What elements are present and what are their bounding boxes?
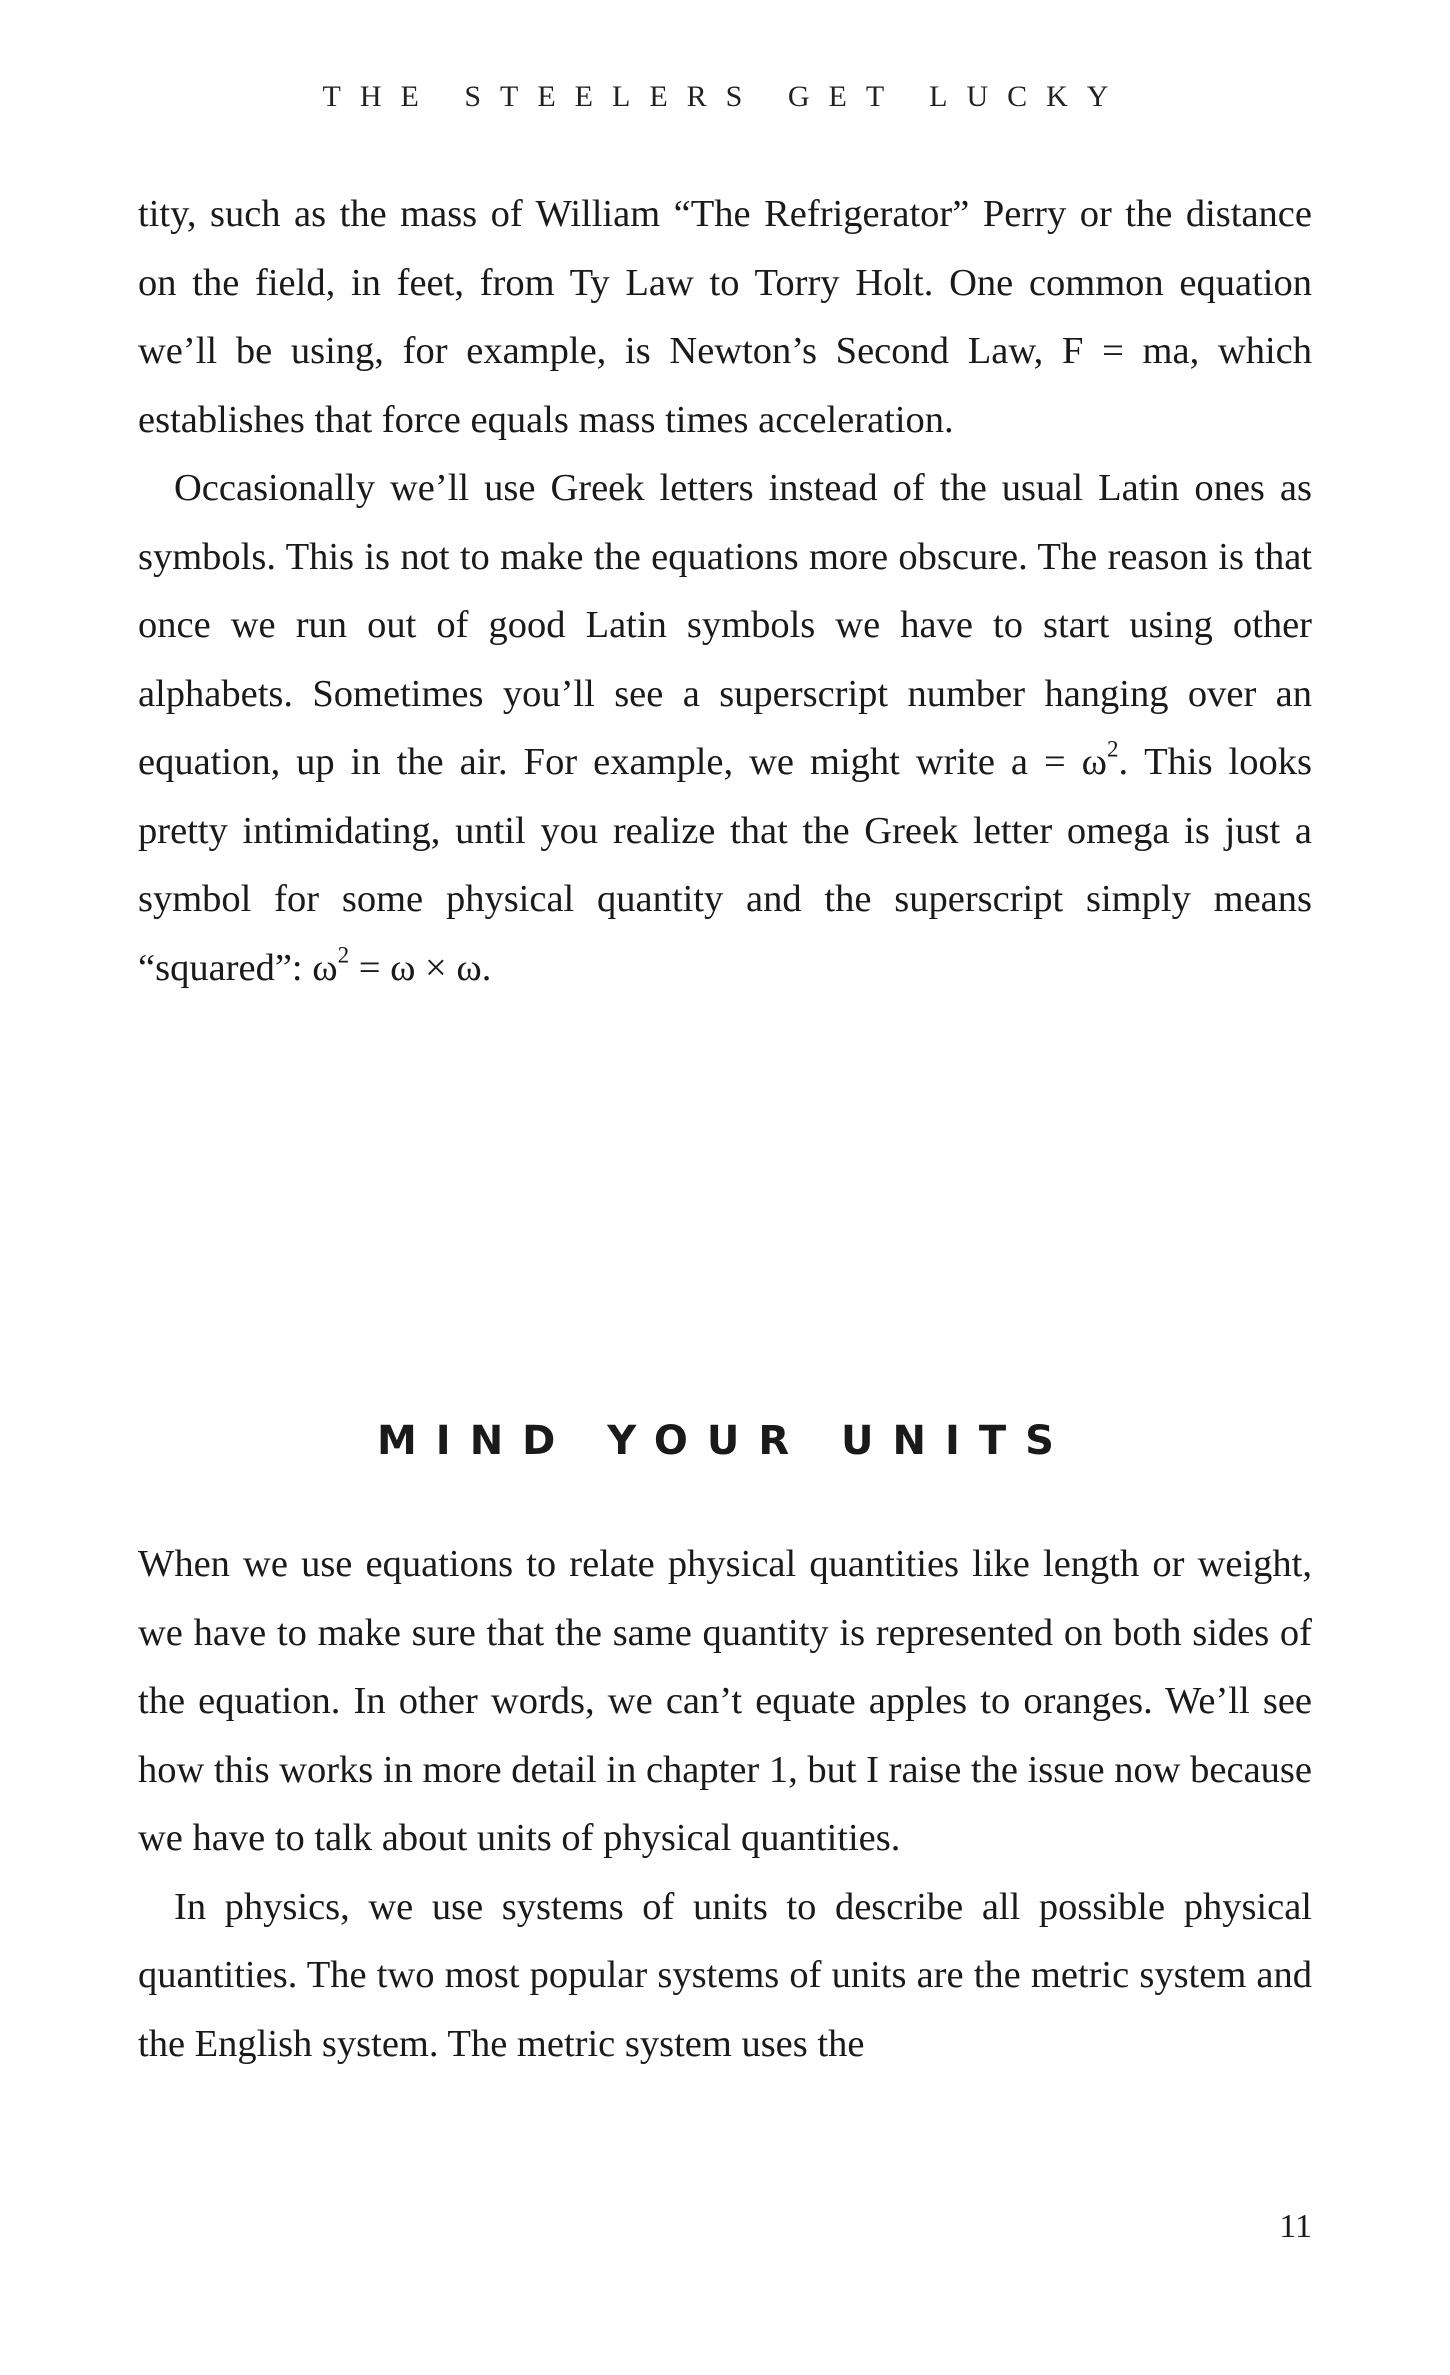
text-block-bottom [138, 1530, 1312, 2078]
paragraph-units: When we use equations to relate physical quantities like length or weight, we have to make sure that the same quantity is represented on both sides of the equation. In other words, we can’t equate apples to oranges. We’ll see how this works in more detail in chapter 1, but I raise the issue now because we have to talk about units of physical quantities. [138, 1543, 1312, 1859]
text-block-top [138, 180, 1312, 1002]
superscript: 2 [1106, 735, 1119, 762]
paragraph-greek-letters [138, 454, 1312, 1002]
superscript: 2 [337, 941, 350, 968]
paragraph-text: . This looks pretty intimidating, until you realize that the Greek letter omega is just a symbol for some physical quantity and the superscript simply means “squared”: ω [138, 741, 1312, 989]
running-head: THE STEELERS GET LUCKY [322, 80, 1128, 113]
paragraph-text: = ω × ω. [349, 946, 492, 989]
page-number: 11 [1279, 2208, 1312, 2245]
paragraph-text: Occasionally we’ll use Greek letters instead of the usual Latin ones as symbols. This is not to make the equations more obscure. The reason is that once we run out of good Latin symbols we have to start using other alphabets. Sometimes you’ll see a superscript number hanging over an equation, up in the air. For example, we might write a = ω [138, 467, 1312, 783]
paragraph-continued: tity, such as the mass of William “The Refrigerator” Perry or the distance on the field, in feet, from Ty Law to Torry Holt. One common equation we’ll be using, for example, is Newton’s Second Law, F = ma, which establishes that force equals mass times acceleration. [138, 193, 1312, 441]
paragraph-systems: In physics, we use systems of units to describe all possible physical quantities. The two most popular systems of units are the metric system and the English system. The metric system uses the [138, 1885, 1312, 2065]
section-heading: MIND YOUR UNITS [377, 1418, 1073, 1464]
